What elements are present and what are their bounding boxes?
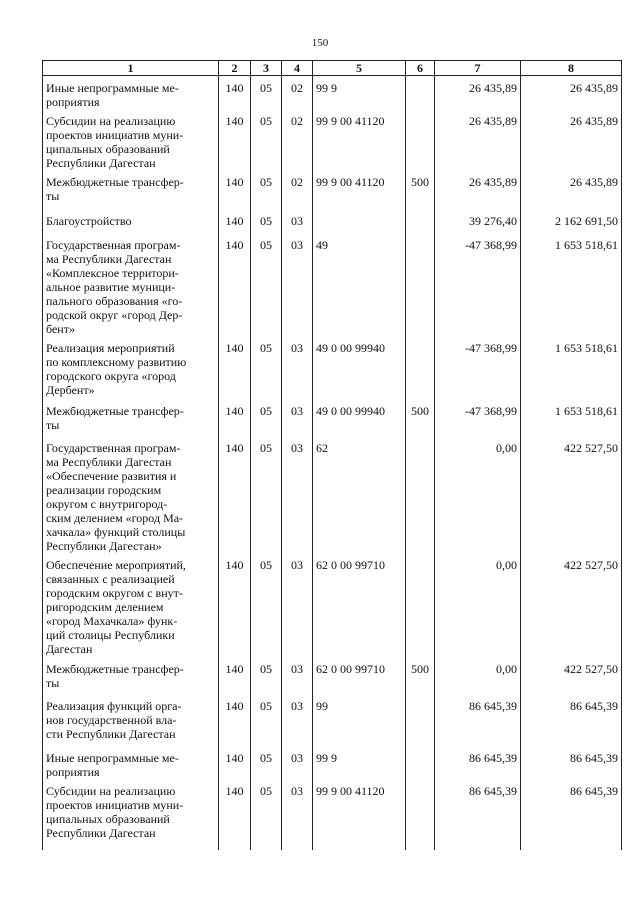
col-4-cell: 03 xyxy=(282,209,313,233)
col-2-cell: 140 xyxy=(219,233,251,336)
table-header-row xyxy=(43,61,622,76)
col-6-cell xyxy=(406,694,435,746)
col-7-cell: 86 645,39 xyxy=(435,694,521,746)
col-6-cell xyxy=(406,779,435,850)
col-8-cell: 1 653 518,61 xyxy=(521,233,622,336)
col-2-cell: 140 xyxy=(219,779,251,850)
col-4-cell: 03 xyxy=(282,779,313,850)
col-7-cell: 26 435,89 xyxy=(435,170,521,209)
table-row xyxy=(43,399,622,436)
col-3-cell: 05 xyxy=(251,746,282,779)
header-col-2: 2 xyxy=(219,61,251,76)
col-4-cell: 02 xyxy=(282,170,313,209)
col-8-cell: 1 653 518,61 xyxy=(521,336,622,399)
col-4-cell: 03 xyxy=(282,746,313,779)
row-name: Государственная програм- ма Республики Дагестан «Комплексное территори- альное развитие муници- пального образования «го- родской округ «город Дер- бент» xyxy=(43,233,219,336)
col-7-cell: 86 645,39 xyxy=(435,779,521,850)
col-7-cell: 86 645,39 xyxy=(435,746,521,779)
col-3-cell: 05 xyxy=(251,694,282,746)
col-7-cell: 39 276,40 xyxy=(435,209,521,233)
table-row xyxy=(43,694,622,746)
col-2-cell: 140 xyxy=(219,746,251,779)
table-row xyxy=(43,336,622,399)
col-3-cell: 05 xyxy=(251,436,282,553)
col-4-cell: 03 xyxy=(282,657,313,694)
col-5-cell: 62 xyxy=(313,436,406,553)
table-row xyxy=(43,233,622,336)
col-2-cell: 140 xyxy=(219,76,251,110)
header-col-8: 8 xyxy=(521,61,622,76)
row-name: Межбюджетные трансфер- ты xyxy=(43,399,219,436)
col-5-cell: 99 9 00 41120 xyxy=(313,170,406,209)
header-col-5: 5 xyxy=(313,61,406,76)
col-8-cell: 1 653 518,61 xyxy=(521,399,622,436)
table-row xyxy=(43,436,622,553)
col-5-cell: 99 9 xyxy=(313,746,406,779)
col-6-cell xyxy=(406,233,435,336)
table-row xyxy=(43,553,622,657)
col-8-cell: 86 645,39 xyxy=(521,779,622,850)
row-name: Межбюджетные трансфер- ты xyxy=(43,657,219,694)
col-6-cell xyxy=(406,553,435,657)
col-5-cell: 62 0 00 99710 xyxy=(313,553,406,657)
col-3-cell: 05 xyxy=(251,399,282,436)
col-5-cell: 49 xyxy=(313,233,406,336)
col-8-cell: 422 527,50 xyxy=(521,657,622,694)
table-row xyxy=(43,109,622,170)
row-name: Субсидии на реализацию проектов инициатив муни- ципальных образований Республики Дагестан xyxy=(43,779,219,850)
col-8-cell: 26 435,89 xyxy=(521,76,622,110)
col-5-cell: 99 9 xyxy=(313,76,406,110)
header-col-4: 4 xyxy=(282,61,313,76)
col-5-cell: 49 0 00 99940 xyxy=(313,336,406,399)
row-name: Иные непрограммные ме- роприятия xyxy=(43,76,219,110)
col-6-cell: 500 xyxy=(406,399,435,436)
col-5-cell: 99 9 00 41120 xyxy=(313,779,406,850)
col-7-cell: -47 368,99 xyxy=(435,336,521,399)
header-col-3: 3 xyxy=(251,61,282,76)
col-6-cell xyxy=(406,76,435,110)
col-7-cell: 0,00 xyxy=(435,553,521,657)
col-2-cell: 140 xyxy=(219,553,251,657)
col-2-cell: 140 xyxy=(219,657,251,694)
col-4-cell: 03 xyxy=(282,553,313,657)
col-6-cell xyxy=(406,746,435,779)
col-3-cell: 05 xyxy=(251,109,282,170)
col-6-cell: 500 xyxy=(406,657,435,694)
col-8-cell: 2 162 691,50 xyxy=(521,209,622,233)
col-3-cell: 05 xyxy=(251,657,282,694)
col-8-cell: 422 527,50 xyxy=(521,436,622,553)
table-row xyxy=(43,76,622,110)
table-body xyxy=(43,76,622,851)
col-5-cell xyxy=(313,209,406,233)
page-number: 150 xyxy=(311,37,329,49)
col-4-cell: 03 xyxy=(282,436,313,553)
col-2-cell: 140 xyxy=(219,399,251,436)
table-row xyxy=(43,746,622,779)
row-name: Межбюджетные трансфер- ты xyxy=(43,170,219,209)
col-3-cell: 05 xyxy=(251,170,282,209)
col-7-cell: -47 368,99 xyxy=(435,233,521,336)
col-3-cell: 05 xyxy=(251,76,282,110)
row-name: Государственная програм- ма Республики Дагестан «Обеспечение развития и реализации городским округом с внутригород- ским делением «город Ма- хачкала» функций столицы Республики Дагестан» xyxy=(43,436,219,553)
col-6-cell: 500 xyxy=(406,170,435,209)
col-2-cell: 140 xyxy=(219,336,251,399)
col-8-cell: 26 435,89 xyxy=(521,170,622,209)
header-col-7: 7 xyxy=(435,61,521,76)
col-7-cell: 26 435,89 xyxy=(435,76,521,110)
col-7-cell: 0,00 xyxy=(435,657,521,694)
col-4-cell: 03 xyxy=(282,694,313,746)
row-name: Благоустройство xyxy=(43,209,219,233)
col-3-cell: 05 xyxy=(251,779,282,850)
table-row xyxy=(43,779,622,850)
col-4-cell: 02 xyxy=(282,76,313,110)
col-5-cell: 99 9 00 41120 xyxy=(313,109,406,170)
col-2-cell: 140 xyxy=(219,694,251,746)
col-8-cell: 26 435,89 xyxy=(521,109,622,170)
col-2-cell: 140 xyxy=(219,436,251,553)
col-3-cell: 05 xyxy=(251,336,282,399)
row-name: Иные непрограммные ме- роприятия xyxy=(43,746,219,779)
col-5-cell: 99 xyxy=(313,694,406,746)
col-6-cell xyxy=(406,336,435,399)
col-2-cell: 140 xyxy=(219,209,251,233)
col-6-cell xyxy=(406,209,435,233)
col-6-cell xyxy=(406,109,435,170)
col-4-cell: 03 xyxy=(282,399,313,436)
col-5-cell: 62 0 00 99710 xyxy=(313,657,406,694)
col-8-cell: 86 645,39 xyxy=(521,694,622,746)
col-3-cell: 05 xyxy=(251,233,282,336)
header-col-6: 6 xyxy=(406,61,435,76)
col-2-cell: 140 xyxy=(219,170,251,209)
col-4-cell: 03 xyxy=(282,233,313,336)
table-row xyxy=(43,209,622,233)
row-name: Реализация функций орга- нов государственной вла- сти Республики Дагестан xyxy=(43,694,219,746)
table-row xyxy=(43,170,622,209)
col-8-cell: 422 527,50 xyxy=(521,553,622,657)
col-8-cell: 86 645,39 xyxy=(521,746,622,779)
col-7-cell: -47 368,99 xyxy=(435,399,521,436)
col-3-cell: 05 xyxy=(251,209,282,233)
col-4-cell: 02 xyxy=(282,109,313,170)
table-row xyxy=(43,657,622,694)
row-name: Субсидии на реализацию проектов инициатив муни- ципальных образований Республики Дагестан xyxy=(43,109,219,170)
col-5-cell: 49 0 00 99940 xyxy=(313,399,406,436)
col-4-cell: 03 xyxy=(282,336,313,399)
col-7-cell: 26 435,89 xyxy=(435,109,521,170)
row-name: Обеспечение мероприятий, связанных с реализацией городским округом с внут- ригородским делением «город Махачкала» функ- ций столицы Республики Дагестан xyxy=(43,553,219,657)
header-col-1: 1 xyxy=(43,61,219,76)
col-6-cell xyxy=(406,436,435,553)
col-2-cell: 140 xyxy=(219,109,251,170)
col-3-cell: 05 xyxy=(251,553,282,657)
budget-table xyxy=(42,60,622,850)
row-name: Реализация мероприятий по комплексному развитию городского округа «город Дербент» xyxy=(43,336,219,399)
col-7-cell: 0,00 xyxy=(435,436,521,553)
